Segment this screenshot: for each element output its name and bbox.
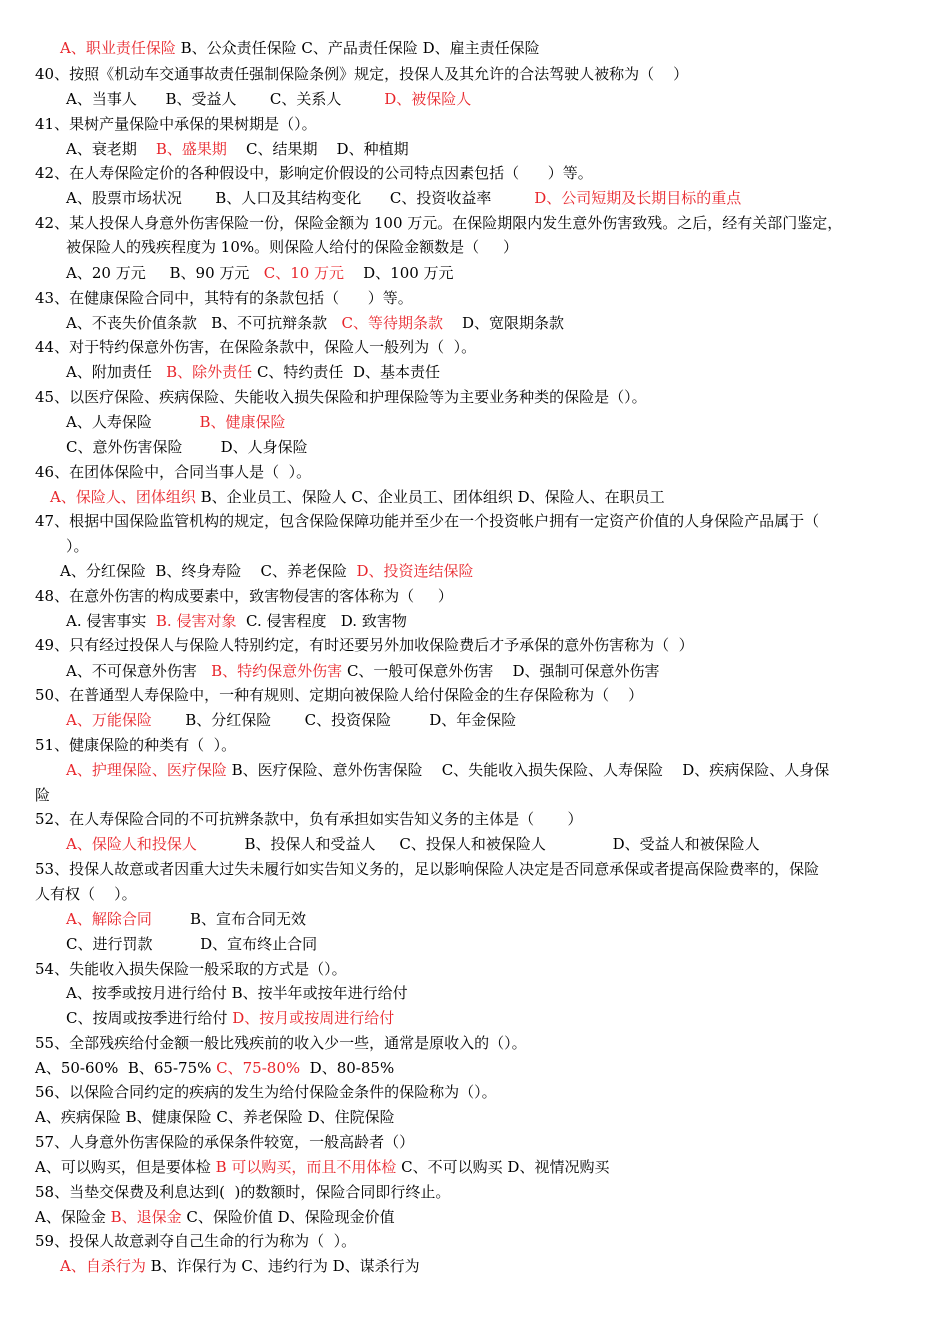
question-text: 42、某人投保人身意外伤害保险一份，保险金额为 100 万元。在保险期限内发生意外伤害致残。之后，经有关部门鉴定， bbox=[35, 214, 843, 232]
question-text: C、结果期 D、种植期 bbox=[226, 140, 409, 158]
question-text: 被保险人的残疾程度为 10%。则保险人给付的保险金额数是（ ） bbox=[66, 238, 518, 256]
question-text: C. 侵害程度 D. 致害物 bbox=[236, 612, 407, 630]
text-line bbox=[35, 884, 137, 904]
text-line bbox=[66, 934, 317, 954]
text-line bbox=[66, 710, 516, 730]
text-line bbox=[35, 1132, 414, 1152]
question-text: A、50-60% B、65-75% bbox=[35, 1059, 217, 1077]
answer-text: D、被保险人 bbox=[384, 90, 472, 108]
question-text: 40、按照《机动车交通事故责任强制保险条例》规定，投保人及其允许的合法驾驶人被称为（ ） bbox=[35, 65, 689, 83]
question-text: 56、以保险合同约定的疾病的发生为给付保险金条件的保险称为（）。 bbox=[35, 1083, 497, 1101]
question-text: A、当事人 B、受益人 C、关系人 bbox=[66, 90, 385, 108]
text-line bbox=[35, 114, 317, 134]
answer-text: A、自杀行为 bbox=[60, 1257, 146, 1275]
text-line bbox=[66, 412, 286, 432]
answer-text: B、盛果期 bbox=[155, 140, 227, 158]
answer-text: B、除外责任 bbox=[166, 363, 253, 381]
text-line bbox=[35, 1231, 356, 1251]
question-text: 52、在人寿保险合同的不可抗辨条款中，负有承担如实告知义务的主体是（ ） bbox=[35, 810, 583, 828]
text-line bbox=[66, 1008, 394, 1028]
answer-text: C、等待期条款 bbox=[341, 314, 443, 332]
text-line bbox=[35, 337, 476, 357]
question-text: C、进行罚款 D、宣布终止合同 bbox=[66, 935, 318, 953]
question-text: A、可以购买，但是要体检 bbox=[35, 1158, 216, 1176]
question-text: 45、以医疗保险、疾病保险、失能收入损失保险和护理保险等为主要业务种类的保险是（）。 bbox=[35, 388, 647, 406]
answer-text: D、公司短期及长期目标的重点 bbox=[534, 189, 742, 207]
text-line bbox=[66, 760, 829, 780]
question-text: 48、在意外伤害的构成要素中，致害物侵害的客体称为（ ） bbox=[35, 587, 453, 605]
text-line bbox=[35, 1033, 527, 1053]
text-line bbox=[60, 38, 540, 58]
question-text: 54、失能收入损失保险一般采取的方式是（）。 bbox=[35, 960, 347, 978]
text-line bbox=[66, 909, 306, 929]
text-line bbox=[35, 1182, 450, 1202]
question-text: A、衰老期 bbox=[66, 140, 156, 158]
question-text: B、投保人和受益人 C、投保人和被保险人 D、受益人和被保险人 bbox=[196, 835, 760, 853]
text-line bbox=[50, 487, 665, 507]
text-line bbox=[66, 536, 89, 556]
answer-text: C、10 万元 bbox=[263, 264, 345, 282]
question-text: A、不丧失价值条款 B、不可抗辩条款 bbox=[66, 314, 342, 332]
question-text: 43、在健康保险合同中，其特有的条款包括（ ）等。 bbox=[35, 289, 413, 307]
question-text: 46、在团体保险中，合同当事人是（ ）。 bbox=[35, 463, 312, 481]
text-line bbox=[35, 1058, 394, 1078]
question-text: C、不可以购买 D、视情况购买 bbox=[396, 1158, 610, 1176]
text-line bbox=[66, 362, 440, 382]
text-line bbox=[35, 511, 819, 531]
text-line bbox=[60, 561, 474, 581]
text-line bbox=[60, 1256, 420, 1276]
question-text: A、按季或按月进行给付 B、按半年或按年进行给付 bbox=[66, 984, 408, 1002]
text-line bbox=[35, 163, 593, 183]
text-line bbox=[66, 661, 660, 681]
question-text: B、分红保险 C、投资保险 D、年金保险 bbox=[151, 711, 517, 729]
answer-text: A、解除合同 bbox=[66, 910, 152, 928]
question-text: C、一般可保意外伤害 D、强制可保意外伤害 bbox=[342, 662, 660, 680]
question-text: 险 bbox=[35, 786, 51, 804]
question-text: D、宽限期条款 bbox=[442, 314, 565, 332]
text-line bbox=[35, 64, 688, 84]
question-text: A、分红保险 B、终身寿险 C、养老保险 bbox=[60, 562, 357, 580]
question-text: 51、健康保险的种类有（ ）。 bbox=[35, 736, 237, 754]
question-text: 50、在普通型人寿保险中，一种有规则、定期向被保险人给付保险金的生存保险称为（ ） bbox=[35, 686, 644, 704]
question-text: A、不可保意外伤害 bbox=[66, 662, 212, 680]
question-text: B、公众责任保险 C、产品责任保险 D、雇主责任保险 bbox=[175, 39, 540, 57]
text-line bbox=[35, 785, 50, 805]
text-line bbox=[35, 1157, 609, 1177]
answer-text: D、投资连结保险 bbox=[356, 562, 474, 580]
question-text: A、20 万元 B、90 万元 bbox=[66, 264, 264, 282]
question-text: B、宣布合同无效 bbox=[151, 910, 307, 928]
text-line bbox=[35, 213, 842, 233]
question-text: 49、只有经过投保人与保险人特别约定，有时还要另外加收保险费后才予承保的意外伤害称为（ ） bbox=[35, 636, 694, 654]
question-text: A、附加责任 bbox=[66, 363, 167, 381]
text-line bbox=[35, 1107, 395, 1127]
question-text: C、特约责任 D、基本责任 bbox=[252, 363, 440, 381]
question-text: 人有权（ ）。 bbox=[35, 885, 137, 903]
text-line bbox=[66, 437, 308, 457]
answer-text: B、健康保险 bbox=[199, 413, 286, 431]
text-line bbox=[35, 635, 694, 655]
question-text: 41、果树产量保险中承保的果树期是（）。 bbox=[35, 115, 317, 133]
question-text: 53、投保人故意或者因重大过失未履行如实告知义务的，足以影响保险人决定是否同意承保或者提高保险费率的，保险 bbox=[35, 860, 820, 878]
question-text: C、意外伤害保险 D、人身保险 bbox=[66, 438, 308, 456]
question-text: 57、人身意外伤害保险的承保条件较宽，一般高龄者（） bbox=[35, 1133, 415, 1151]
question-text: ）。 bbox=[66, 537, 89, 555]
text-line bbox=[35, 1082, 497, 1102]
text-line bbox=[35, 586, 453, 606]
text-line bbox=[66, 237, 518, 257]
answer-text: A、职业责任保险 bbox=[60, 39, 176, 57]
question-text: A、人寿保险 bbox=[66, 413, 200, 431]
question-text: B、医疗保险、意外伤害保险 C、失能收入损失保险、人寿保险 D、疾病保险、人身保 bbox=[226, 761, 830, 779]
answer-text: B. 侵害对象 bbox=[155, 612, 237, 630]
answer-text: D、按月或按周进行给付 bbox=[232, 1009, 395, 1027]
text-line bbox=[35, 959, 347, 979]
text-line bbox=[35, 288, 413, 308]
question-text: 59、投保人故意剥夺自己生命的行为称为（ ）。 bbox=[35, 1232, 357, 1250]
answer-text: B、特约保意外伤害 bbox=[211, 662, 343, 680]
text-line bbox=[66, 139, 409, 159]
text-line bbox=[35, 387, 647, 407]
answer-text: A、万能保险 bbox=[66, 711, 152, 729]
text-line bbox=[66, 89, 471, 109]
question-text: B、企业员工、保险人 C、企业员工、团体组织 D、保险人、在职员工 bbox=[195, 488, 665, 506]
question-text: A、保险金 bbox=[35, 1208, 111, 1226]
text-line bbox=[35, 809, 582, 829]
question-text: 58、当垫交保费及利息达到( )的数额时，保险合同即行终止。 bbox=[35, 1183, 451, 1201]
text-line bbox=[66, 611, 407, 631]
text-line bbox=[35, 685, 643, 705]
question-text: A. 侵害事实 bbox=[66, 612, 156, 630]
question-text: A、股票市场状况 B、人口及其结构变化 C、投资收益率 bbox=[66, 189, 535, 207]
text-line bbox=[66, 263, 454, 283]
question-text: D、100 万元 bbox=[344, 264, 454, 282]
text-line bbox=[35, 735, 236, 755]
question-text: B、诈保行为 C、违约行为 D、谋杀行为 bbox=[145, 1257, 420, 1275]
text-line bbox=[35, 462, 311, 482]
answer-text: B 可以购买，而且不用体检 bbox=[215, 1158, 397, 1176]
question-text: C、按周或按季进行给付 bbox=[66, 1009, 233, 1027]
text-line bbox=[66, 313, 564, 333]
question-text: 42、在人寿保险定价的各种假设中，影响定价假设的公司特点因素包括（ ）等。 bbox=[35, 164, 593, 182]
answer-text: A、护理保险、医疗保险 bbox=[66, 761, 227, 779]
question-text: 55、全部残疾给付金额一般比残疾前的收入少一些，通常是原收入的（）。 bbox=[35, 1034, 527, 1052]
answer-text: A、保险人和投保人 bbox=[66, 835, 197, 853]
text-line bbox=[66, 983, 408, 1003]
question-text: 47、根据中国保险监管机构的规定，包含保险保障功能并至少在一个投资帐户拥有一定资产价值的人身保险产品属于（ bbox=[35, 512, 820, 530]
text-line bbox=[66, 188, 741, 208]
question-text: A、疾病保险 B、健康保险 C、养老保险 D、住院保险 bbox=[35, 1108, 395, 1126]
text-line bbox=[66, 834, 760, 854]
answer-text: A、保险人、团体组织 bbox=[50, 488, 196, 506]
answer-text: B、退保金 bbox=[110, 1208, 182, 1226]
text-line bbox=[35, 1207, 395, 1227]
question-text: C、保险价值 D、保险现金价值 bbox=[181, 1208, 395, 1226]
answer-text: C、75-80% bbox=[216, 1059, 301, 1077]
question-text: D、80-85% bbox=[300, 1059, 395, 1077]
question-text: 44、对于特约保意外伤害，在保险条款中，保险人一般列为（ ）。 bbox=[35, 338, 477, 356]
text-line bbox=[35, 859, 819, 879]
